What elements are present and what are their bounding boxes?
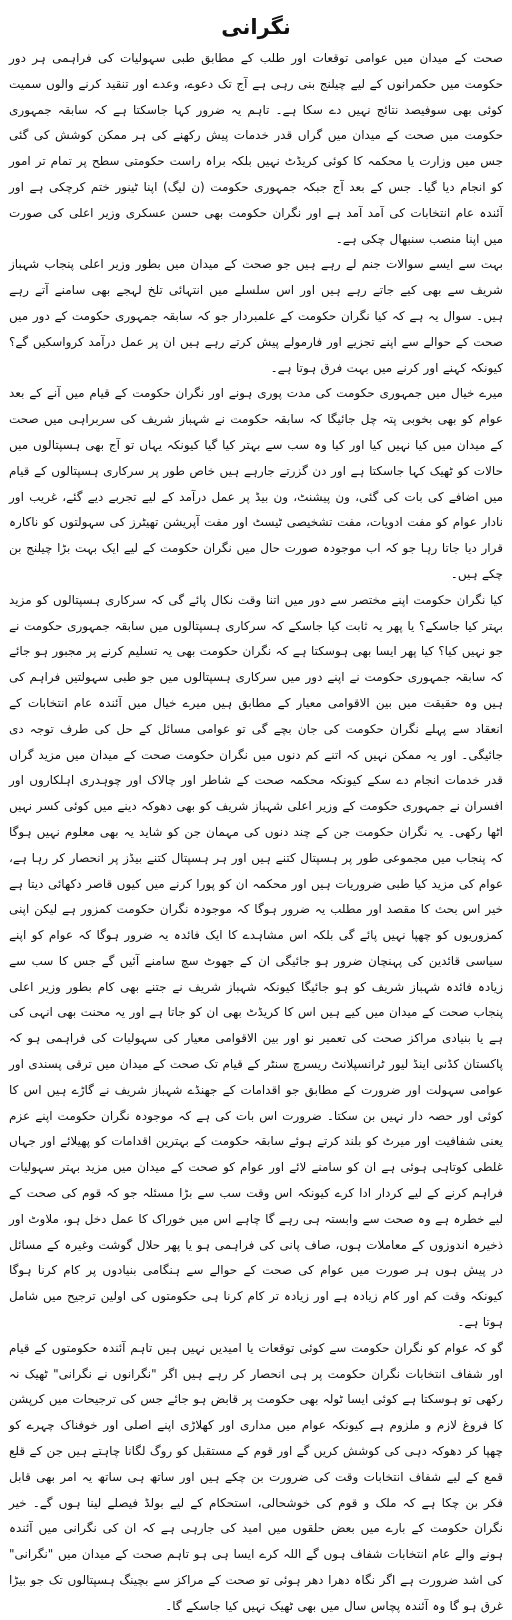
article-paragraph: میرے خیال میں جمہوری حکومت کی مدت پوری ہونے اور نگران حکومت کے قیام میں آنے کے بعد عوام کو بھی بخوبی پتہ چل جائیگا کہ سابقہ حکومت نے شہباز شریف کی سربراہی میں صحت کے میدان میں کیا نہیں کیا اور کیا وہ سب سے بہتر کیا گیا کیونکہ یہاں تو آج بھی ہسپتالوں میں حالات کو ٹھیک کہا جاسکتا ہے اور دن گزرتے جارہے ہیں خاص طور پر سرکاری ہسپتالوں کے قیام میں اضافے کی بات کی گئی، ون پیشنٹ، ون بیڈ پر عمل درآمد کے لیے تجربے دیے گئے، غریب اور نادار عوام کو مفت ادویات، مفت تشخیصی ٹیسٹ اور مفت آپریشن تھیٹرز کی سہولتوں کو ناکارہ قرار دیا جاتا رہا جو کہ اب موجودہ صورت حال میں نگران حکومت کے لیے ایک بہت بڑا چیلنج بن چکے ہیں۔ (9, 386, 503, 581)
article-paragraph: صحت کے میدان میں عوامی توقعات اور طلب کے مطابق طبی سہولیات کی فراہمی ہر دور حکومت میں حکمرانوں کے لیے چیلنج بنی رہی ہے آج تک دعوے، وعدے اور تنقید کرنے والوں سمیت کوئی بھی سوفیصد نتائج نہیں دے سکا ہے۔ تاہم یہ ضرور کہا جاسکتا ہے کہ سابقہ جمہوری حکومت میں صحت کے میدان میں گراں قدر خدمات پیش رکھنے کی ہر ممکن کوشش کی گئی جس میں وزارت یا محکمہ کا کوئی کریڈٹ نہیں بلکہ براہ راست حکومتی سطح پر تمام تر امور کو انجام دیا گیا۔ جس کے بعد آج جبکہ جمہوری حکومت (ن لیگ) اپنا ٹینور ختم کرچکی ہے اور آئندہ عام انتخابات کی آمد آمد ہے اور نگران حکومت بھی حسن عسکری وزیر اعلی کی صورت میں اپنا منصب سنبھال چکی ہے۔ (9, 51, 503, 246)
article-paragraph: بہت سے ایسے سوالات جنم لے رہے ہیں جو صحت کے میدان میں بطور وزیر اعلی پنجاب شہباز شریف سے بھی کیے جاتے رہے ہیں اور اس سلسلے میں انتہائی تلخ لہجے بھی سامنے آتے رہے ہیں۔ سوال یہ ہے کہ کیا نگران حکومت کے علمبردار جو کہ سابقہ جمہوری حکومت کے دور میں صحت کے حوالے سے اپنے تجزیے اور فارمولے پیش کرتے رہے ہیں ان پر عمل درآمد کرواسکیں گے؟ کیونکہ کہنے اور کرنے میں بہت فرق ہوتا ہے۔ (9, 257, 503, 375)
article-paragraph: گو کہ عوام کو نگران حکومت سے کوئی توقعات یا امیدیں نہیں ہیں تاہم آئندہ حکومتوں کے قیام اور شفاف انتخابات نگران حکومت پر ہی انحصار کر رہے ہیں اگر "نگرانوں نے نگرانی" ٹھیک نہ رکھی تو ہوسکتا ہے کوئی ایسا ٹولہ بھی حکومت پر قابض ہو جائے جس کی ترجیحات میں کرپشن کا فروغ لازم و ملزوم ہے کیونکہ عوام میں مداری اور کھلاڑی اپنے اصلی اور خوفناک چہرے کو چھپا کر دھوکہ دہی کی کوشش کریں گے اور قوم کے مستقبل کو روگ لگانا چاہتے ہیں جن کے قلع قمع کے لیے شفاف انتخابات وقت کی ضرورت بن چکے ہیں اور ساتھ ہی ساتھ یہ امر بھی قابل فکر بن چکا ہے کہ ملک و قوم کی خوشحالی، استحکام کے لیے بولڈ فیصلے لینا ہوں گے۔ خیر نگران حکومت کے بارے میں بعض حلقوں میں امید کی جارہی ہے کہ ان کی نگرانی میں آئندہ ہونے والے عام انتخابات شفاف ہوں گے اللہ کرے ایسا ہی ہو تاہم صحت کے میدان میں "نگرانی" کی اشد ضرورت ہے اگر نگاہ دھرا دھر ہوئی تو صحت کے مراکز سے بچینگ ہسپتالوں تک جو بیڑا غرق ہو گا وہ آئندہ پچاس سال میں بھی ٹھیک نہیں کیا جاسکے گا۔ (9, 1340, 503, 1613)
article-title: نگرانی (221, 15, 291, 39)
article-body (9, 46, 503, 1620)
article-paragraph: کیا نگران حکومت اپنے مختصر سے دور میں اتنا وقت نکال پائے گی کہ سرکاری ہسپتالوں کو مزید بہتر کیا جاسکے؟ یا پھر یہ ثابت کیا جاسکے کہ سرکاری ہسپتالوں میں سابقہ جمہوری حکومت نے جو نہیں کیا؟ کیا پھر ایسا بھی ہوسکتا ہے کہ نگران حکومت بھی یہ تسلیم کرنے پر مجبور ہو جائے کہ سابقہ جمہوری حکومت نے اپنے دور میں سرکاری ہسپتالوں میں جو طبی سہولتیں فراہم کی ہیں وہ حقیقت میں بین الاقوامی معیار کے مطابق ہیں میرے خیال میں آئندہ عام انتخابات کے انعقاد سے پہلے نگران حکومت کی جان بچے گی تو عوامی مسائل کے حل کی طرف توجہ دی جائیگی۔ اور یہ ممکن نہیں کہ اتنے کم دنوں میں نگران حکومت صحت کے میدان میں مزید گراں قدر خدمات انجام دے سکے کیونکہ محکمہ صحت کے شاطر اور چالاک اور چوہدری اہلکاروں اور افسران نے جمہوری حکومت کے وزیر اعلی شہباز شریف کو بھی دھوکہ دینے میں کوئی کسر نہیں اٹھا رکھی۔ یہ نگران حکومت جن کے چند دنوں کی مہمان جن کو شاید یہ بھی معلوم نہیں ہوگا کہ پنجاب میں مجموعی طور پر ہسپتال کتنے ہیں اور ہر ہسپتال کتنے بیڈز پر انحصار کر رہا ہے، عوام کی مزید کیا طبی ضروریات ہیں اور محکمہ ان کو پورا کرنے میں کیوں قاصر دکھائی دیتا ہے خیر اس بحث کا مقصد اور مطلب یہ ضرور ہوگا کہ موجودہ نگران حکومت کمزور ہے لیکن اپنی کمزوریوں کو چھپا نہیں پائے گی بلکہ اس مشاہدے کا ایک فائدہ یہ ضرور ہوگا کہ عوام کو اپنے سیاسی قائدین کی پہنچان ضرور ہو جائیگی ان کے جھوٹ سچ سامنے آئیں گے جس کا سب سے زیادہ فائدہ شہباز شریف کو ہو جائیگا کیونکہ شہباز شریف نے جتنے بھی کام بطور وزیر اعلی پنجاب صحت کے میدان میں کیے ہیں اس کا کریڈٹ بھی ان کو جاتا ہے اور یہ محنت بھی انہی کی ہے یا بنیادی مراکز صحت کی تعمیر نو اور بین الاقوامی معیار کی سہولیات کی فراہمی ہو کہ پاکستان کڈنی اینڈ لیور ٹرانسپلانٹ ریسرچ سنٹر کے قیام تک صحت کے میدان میں ترقی پسندی اور عوامی سہولت اور ضرورت کے مطابق جو اقدامات کے جھنڈے شہباز شریف نے گاڑے ہیں اس کا کوئی اور حصہ دار نہیں بن سکتا۔ ضرورت اس بات کی ہے کہ موجودہ نگران حکومت اپنے عزم یعنی شفافیت اور میرٹ کو بلند کرتے ہوئے سابقہ حکومت کے بہترین اقدامات کو پھیلائے اور جہاں غلطی کوتاہی ہوئی ہے ان کو سامنے لائے اور عوام کو صحت کے میدان میں مزید بہتر سہولیات فراہم کرنے کے لیے کردار ادا کرے کیونکہ اس وقت سب سے بڑا مسئلہ جو کہ قوم کی صحت کے لیے خطرہ ہے وہ صحت سے وابستہ ہی رہے گا چاہے اس میں خوراک کا عمل دخل ہو، ملاوٹ اور ذخیرہ اندوزوں کے معاملات ہوں، صاف پانی کی فراہمی ہو یا پھر حلال گوشت وغیرہ کے مسائل در پیش ہوں ہر صورت میں عوام کی صحت کے حوالے سے ہنگامی بنیادوں پر کام کرنا ہوگا کیونکہ وقت کم اور کام زیادہ ہے اور زیادہ تر کام کرنا ہی حکومتوں کی اولین ترجیح میں شامل ہوتا ہے۔ (9, 592, 503, 1330)
